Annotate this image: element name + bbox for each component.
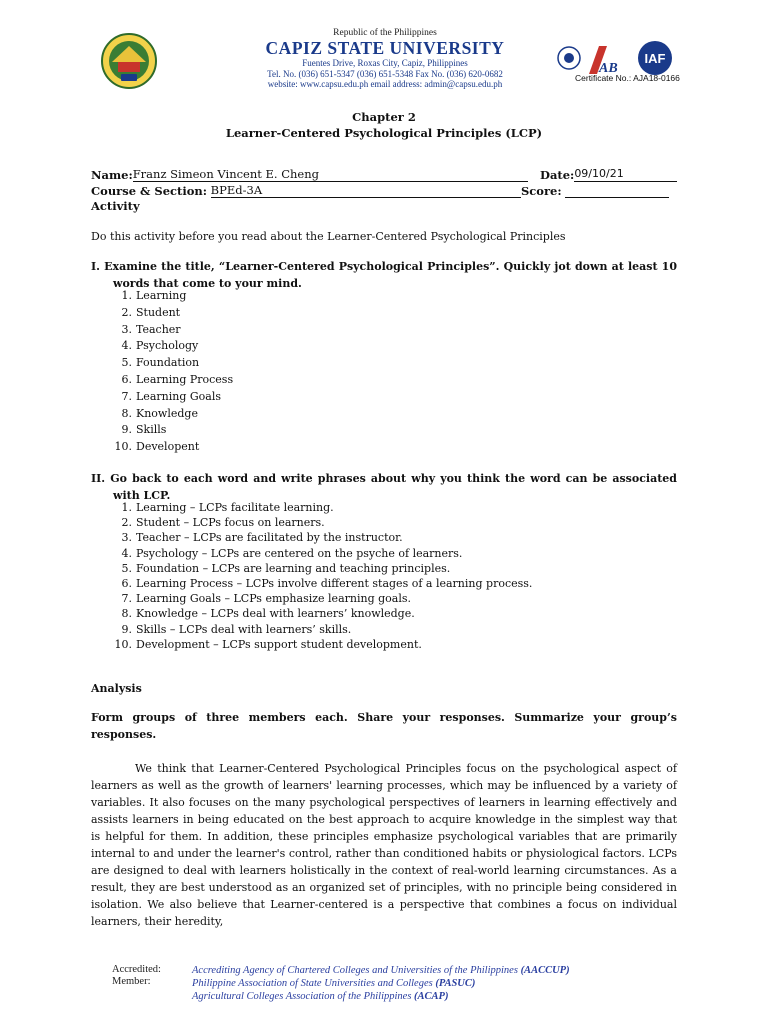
phrase-list-item [112, 546, 532, 561]
name-row [91, 168, 528, 182]
list-number: 8. [121, 607, 132, 621]
list-item-text: Knowledge – LCPs deal with learners’ knowledge. [136, 607, 415, 621]
word-list-item [112, 406, 233, 423]
name-value: Franz Simeon Vincent E. Cheng [132, 167, 320, 181]
list-item-text: Psychology – LCPs are centered on the psyche of learners. [136, 546, 463, 560]
date-label: Date: [540, 168, 575, 182]
university-seal-logo [100, 32, 158, 90]
aaccup-name: Accrediting Agency of Chartered Colleges and Universities of the Philippines [192, 965, 521, 976]
list-number: 7. [121, 389, 132, 403]
svg-text:AB: AB [599, 61, 618, 76]
phrase-list-item [112, 561, 532, 576]
list-number: 3. [121, 531, 132, 545]
word-list-item [112, 372, 233, 389]
list-number: 5. [121, 356, 132, 370]
list-number: 4. [121, 339, 132, 353]
list-item-text: Learning – LCPs facilitate learning. [136, 501, 334, 514]
word-list-item [112, 422, 233, 439]
score-label: Score: [521, 184, 562, 198]
analysis-body: We think that Learner-Centered Psychological Principles focus on the psychological aspect of learners as well as the growth of learners' learning processes, which may be influenced by a variety of variables. It also focuses on the many psychological perspectives of learners in learning effectively and assists learners in being educated on the best approach to acquire knowledge in the simplest way that is helpful for them. In addition, these principles emphasize psychological variables that are primarily internal to and under the learner's control, rather than conditioned habits or physiological factors. LCPs are designed to deal with learners holistically in the context of real-world learning circumstances. As a result, they are best understood as an organized set of principles, with no principle being considered in isolation. We also believe that Learner-centered is a perspective that combines a focus on individual learners, their heredity, [91, 762, 677, 928]
acap-abbr: (ACAP) [414, 991, 449, 1002]
word-list-item [112, 338, 233, 355]
list-number: 9. [121, 622, 132, 636]
list-item-text: Development – LCPs support student development. [136, 637, 422, 651]
course-row [91, 184, 521, 198]
section1-prompt: I. Examine the title, “Learner-Centered Psychological Principles”. Quickly jot down at least 10 words that come to your mind. [91, 260, 677, 290]
date-row [540, 168, 677, 182]
word-list-item [112, 305, 233, 322]
list-item-text: Student [136, 305, 181, 319]
list-item-text: Psychology [136, 339, 199, 353]
activity-label: Activity [91, 199, 140, 213]
document-title: Learner-Centered Psychological Principles (LCP) [225, 126, 543, 140]
pasuc-name: Philippine Association of State Universities and Colleges [192, 978, 436, 989]
date-field[interactable] [574, 168, 677, 182]
list-item-text: Teacher [136, 322, 181, 336]
list-number: 3. [121, 322, 132, 336]
word-list-item [112, 355, 233, 372]
word-list-item [112, 288, 233, 305]
list-number: 1. [121, 501, 132, 514]
section2-list [112, 500, 532, 652]
svg-text:IAF: IAF [644, 51, 666, 66]
list-item-text: Learning [136, 289, 187, 302]
phrase-list-item [112, 622, 532, 637]
certificate-number: Certificate No.: AJA18-0166 [575, 73, 680, 83]
course-field[interactable] [211, 184, 521, 198]
section1-list [112, 288, 233, 456]
list-item-text: Learning Goals [136, 389, 221, 403]
list-number: 10. [114, 440, 132, 454]
letterhead-text [220, 26, 550, 90]
list-number: 4. [121, 546, 132, 560]
analysis-heading: Analysis [91, 682, 142, 695]
phrase-list-item [112, 637, 532, 652]
list-item-text: Skills – LCPs deal with learners’ skills. [136, 622, 352, 636]
list-number: 8. [121, 406, 132, 420]
list-number: 2. [121, 516, 132, 530]
section2-prompt: II. Go back to each word and write phrases about why you think the word can be associated with LCP. [91, 472, 677, 502]
name-field[interactable] [133, 168, 528, 182]
pasuc-abbr: (PASUC) [435, 978, 476, 989]
word-list-item [112, 439, 233, 456]
phrase-list-item [112, 515, 532, 530]
republic-line: Republic of the Philippines [333, 28, 437, 38]
name-label: Name: [91, 168, 133, 182]
phrase-list-item [112, 576, 532, 591]
list-item-text: Foundation – LCPs are learning and teaching principles. [136, 561, 451, 575]
word-list-item [112, 389, 233, 406]
footer-line-aaccup [192, 964, 570, 977]
list-item-text: Learning Process [136, 372, 234, 386]
aaccup-abbr: (AACCUP) [520, 965, 570, 976]
list-number: 6. [121, 372, 132, 386]
phrase-list-item [112, 606, 532, 621]
list-item-text: Foundation [136, 356, 200, 370]
footer-memberships [192, 964, 570, 1003]
acap-name: Agricultural Colleges Association of the Philippines [192, 991, 415, 1002]
course-value: BPEd-3A [210, 183, 263, 197]
list-number: 9. [121, 423, 132, 437]
address-line: Fuentes Drive, Roxas City, Capiz, Philippines [302, 58, 468, 68]
footer-line-pasuc [192, 977, 570, 990]
list-item-text: Developent [136, 440, 200, 454]
list-item-text: Knowledge [136, 406, 198, 420]
activity-heading [91, 199, 140, 213]
phrase-list-item [112, 591, 532, 606]
score-row [521, 184, 669, 198]
letterhead [100, 26, 680, 96]
list-item-text: Learning Goals – LCPs emphasize learning goals. [136, 592, 411, 606]
list-number: 6. [121, 577, 132, 591]
course-label: Course & Section: [91, 184, 208, 198]
list-number: 5. [121, 561, 132, 575]
footer-line-acap [192, 990, 570, 1003]
list-item-text: Learning Process – LCPs involve different stages of a learning process. [136, 577, 533, 591]
list-item-text: Teacher – LCPs are facilitated by the instructor. [136, 531, 403, 545]
word-list-item [112, 322, 233, 339]
analysis-prompt: Form groups of three members each. Share your responses. Summarize your group’s responses. [91, 711, 677, 741]
university-name: CAPIZ STATE UNIVERSITY [265, 38, 505, 58]
score-field[interactable] [565, 184, 669, 198]
date-value: 09/10/21 [574, 167, 624, 180]
phrase-list-item [112, 530, 532, 545]
chapter-heading: Chapter 2 [352, 110, 416, 124]
footer-labels: Accredited: Member: [112, 964, 161, 987]
list-number: 10. [114, 637, 132, 651]
phrase-list-item [112, 500, 532, 515]
activity-instruction: Do this activity before you read about the Learner-Centered Psychological Principles [91, 230, 566, 243]
list-item-text: Skills [136, 423, 167, 437]
phone-line: Tel. No. (036) 651-5347 (036) 651-5348 Fax No. (036) 620-0682 [267, 68, 503, 79]
accreditation-footer [112, 960, 682, 1012]
list-number: 1. [121, 289, 132, 302]
list-number: 2. [121, 305, 132, 319]
list-number: 7. [121, 592, 132, 606]
web-line: website: www.capsu.edu.ph email address: admin@capsu.edu.ph [267, 79, 503, 89]
list-item-text: Student – LCPs focus on learners. [136, 516, 325, 530]
